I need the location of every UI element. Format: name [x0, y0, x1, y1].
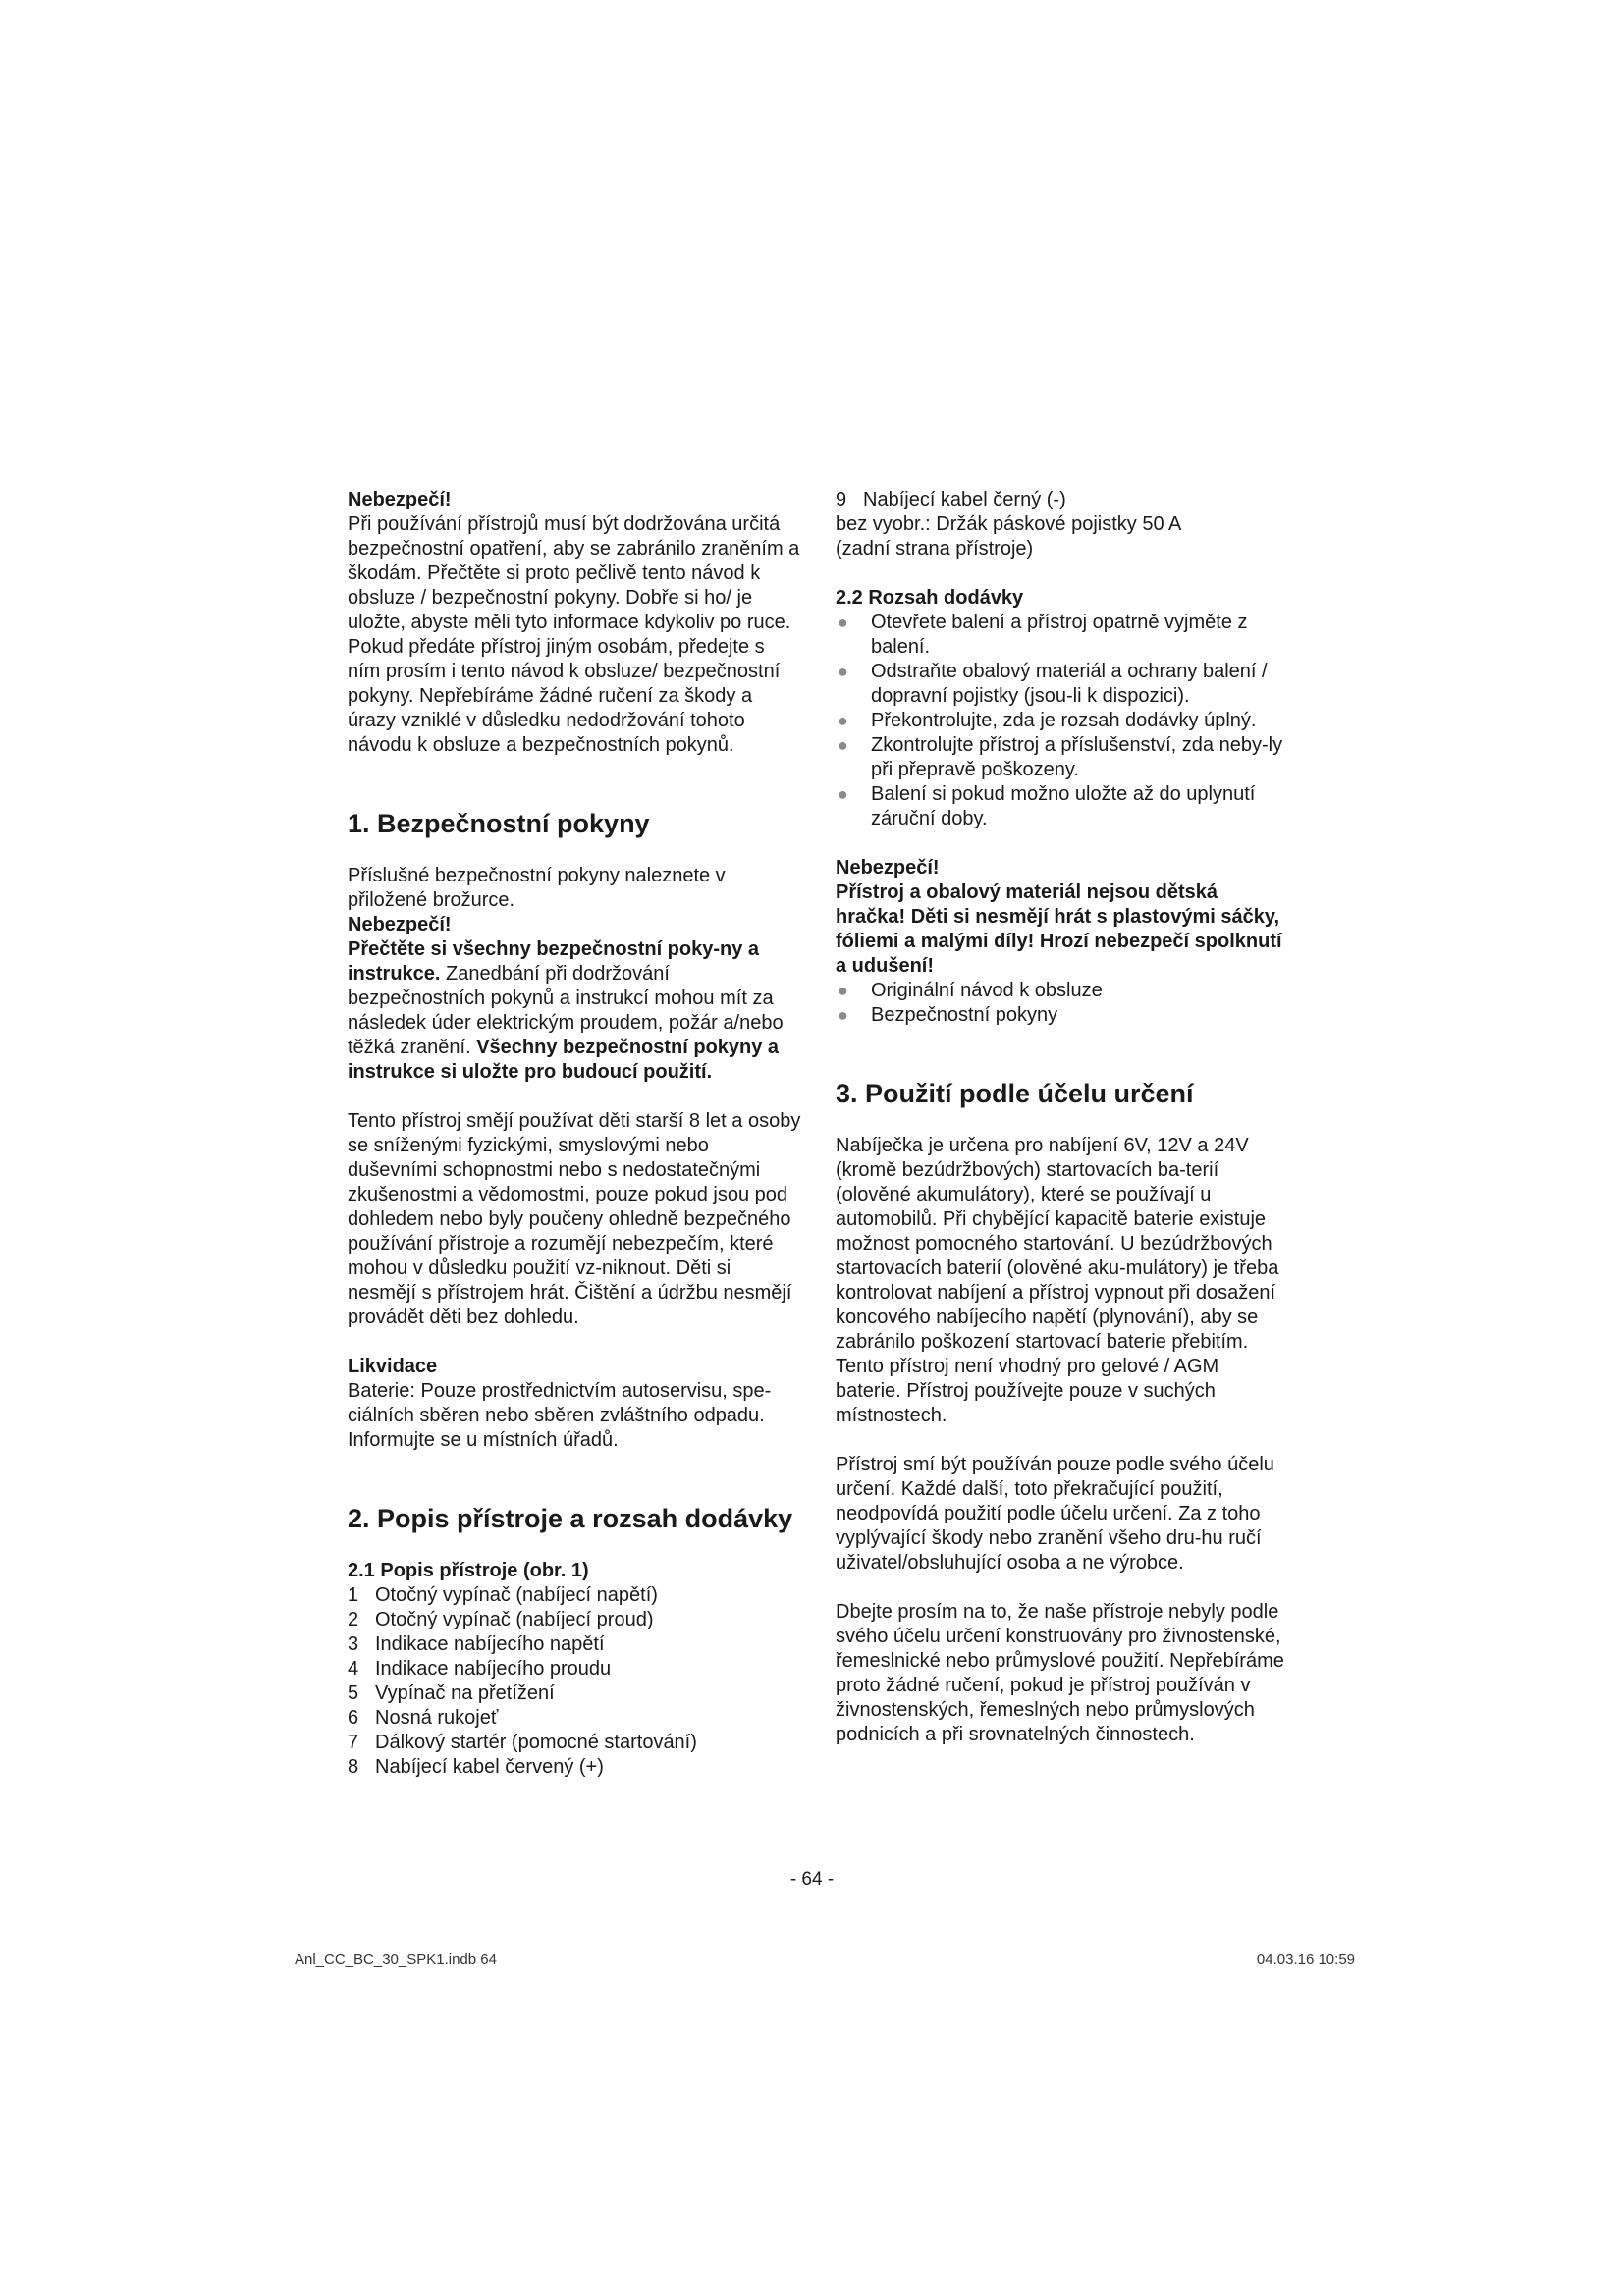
- footer-file-name: Anl_CC_BC_30_SPK1.indb 64: [295, 1951, 497, 1968]
- bullet-icon: ●: [838, 735, 848, 755]
- disposal-title: Likvidace: [348, 1356, 438, 1377]
- list-item: [348, 1583, 801, 1608]
- item-number: 4: [348, 1658, 359, 1680]
- section-1-intro: Příslušné bezpečnostní pokyny naleznete v přiložené brožurce.: [348, 865, 726, 911]
- intended-use-paragraph: Přístroj smí být používán pouze podle svého účelu určení. Každé další, toto překračující použití, neodpovídá použití podle účelu určení. Za z toho vyplývající škody nebo zranění všeho dru-hu ručí uživatel/obsluhující osoba a ne výrobce.: [836, 1454, 1274, 1574]
- bullet-icon: ●: [838, 711, 848, 730]
- list-item: [836, 660, 1289, 709]
- list-item: [836, 488, 1289, 512]
- item-number: 2: [348, 1609, 359, 1630]
- item-number: 5: [348, 1682, 359, 1704]
- list-item: [836, 1003, 1289, 1028]
- item-text: Balení si pokud možno uložte až do uplynutí záruční doby.: [871, 783, 1256, 829]
- section-2-2-title: 2.2 Rozsah dodávky: [836, 587, 1024, 609]
- parts-list: [348, 1583, 801, 1780]
- danger-title: Nebezpečí!: [348, 489, 452, 510]
- item-text: Zkontrolujte přístroj a příslušenství, zda neby-ly při přepravě poškozeny.: [871, 734, 1283, 780]
- item-text: Dálkový startér (pomocné startování): [375, 1732, 697, 1753]
- item-text: Odstraňte obalový materiál a ochrany balení / dopravní pojistky (jsou-li k dispozici).: [871, 661, 1268, 707]
- list-item: [348, 1731, 801, 1755]
- item-text: Nosná rukojeť: [375, 1707, 499, 1729]
- item-number: 1: [348, 1584, 359, 1606]
- danger-normal-text: Zanedbání při dodržování bezpečnostních pokynů a instrukcí mohou mít za následek úder elektrickým proudem, požár a/nebo těžká zranění.: [348, 963, 784, 1058]
- included-items-list: [836, 979, 1289, 1028]
- list-item: [836, 782, 1289, 831]
- item-text: Bezpečnostní pokyny: [871, 1004, 1058, 1026]
- item-text: Indikace nabíjecího proudu: [375, 1658, 612, 1680]
- item-text: Indikace nabíjecího napětí: [375, 1633, 605, 1655]
- parts-list-continued: [836, 488, 1289, 512]
- danger-bold-text: Přečtěte si všechny bezpečnostní poky-ny a instrukce.: [348, 938, 760, 985]
- list-item: [348, 1608, 801, 1632]
- section-2-1-title: 2.1 Popis přístroje (obr. 1): [348, 1560, 589, 1581]
- item-text: Nabíjecí kabel černý (-): [863, 489, 1066, 510]
- bullet-icon: ●: [838, 1005, 848, 1025]
- item-number: 7: [348, 1732, 359, 1753]
- list-item: [348, 1706, 801, 1731]
- item-number: 3: [348, 1633, 359, 1655]
- list-item: [836, 733, 1289, 782]
- delivery-steps-list: [836, 611, 1289, 831]
- right-column: [836, 488, 1289, 1747]
- item-number: 6: [348, 1707, 359, 1729]
- list-item: [348, 1657, 801, 1682]
- item-number: 8: [348, 1756, 359, 1778]
- danger-bold-text: Všechny bezpečnostní pokyny a instrukce si uložte pro budoucí použití.: [348, 1037, 780, 1083]
- list-item: [836, 709, 1289, 733]
- left-column: [348, 488, 801, 1780]
- list-item: [836, 979, 1289, 1003]
- danger-text: Při používání přístrojů musí být dodržována určitá bezpečnostní opatření, aby se zabránilo zraněním a škodám. Přečtěte si proto pečlivě tento návod k obsluze / bezpečnostní pokyny. Dobře si ho/ je uložte, abyste měli tyto informace kdykoliv po ruce. Pokud předáte přístroj jiným osobám, předejte s ním prosím i tento návod k obsluze/ bezpečnostní pokyny. Nepřebíráme žádné ručení za škody a úrazy vzniklé v důsledku nedodržování tohoto návodu k obsluze a bezpečnostních pokynů.: [348, 513, 800, 756]
- no-illustration-location: (zadní strana přístroje): [836, 538, 1034, 560]
- list-item: [836, 611, 1289, 660]
- intended-use-paragraph: Nabíječka je určena pro nabíjení 6V, 12V a 24V (kromě bezúdržbových) startovacích ba-terií (olověné akumulátory), které se používají u automobilů. Při chybějící kapacitě baterie existuje možnost pomocného startování. U bezúdržbových startovacích baterií (olověné aku-mulátory) je třeba kontrolovat nabíjení a přístroj vypnout při dosažení koncového nabíjecího napětí (plynování), aby se zabránilo poškození startovací baterie přebitím. Tento přístroj není vhodný pro gelové / AGM baterie. Přístroj používejte pouze v suchých místnostech.: [836, 1135, 1279, 1426]
- item-text: Otevřete balení a přístroj opatrně vyjměte z balení.: [871, 612, 1248, 658]
- list-item: [348, 1755, 801, 1780]
- item-text: Nabíjecí kabel červený (+): [375, 1756, 604, 1778]
- item-text: Originální návod k obsluze: [871, 980, 1103, 1001]
- danger-title: Nebezpečí!: [836, 857, 940, 879]
- list-item: [348, 1632, 801, 1657]
- bullet-icon: ●: [838, 981, 848, 1000]
- children-usage-text: Tento přístroj smějí používat děti starší 8 let a osoby se sníženými fyzickými, smyslovými nebo duševními schopnostmi nebo s nedostatečnými zkušenostmi a vědomostmi, pouze pokud jsou pod dohledem nebo byly poučeny ohledně bezpečného používání přístroje a rozumějí nebezpečím, které mohou v důsledku použití vz-niknout. Děti si nesmějí s přístrojem hrát. Čištění a údržbu nesmějí provádět děti bez dohledu.: [348, 1110, 801, 1328]
- item-text: Překontrolujte, zda je rozsah dodávky úplný.: [871, 710, 1257, 731]
- item-text: Otočný vypínač (nabíjecí napětí): [375, 1584, 658, 1606]
- footer-timestamp: 04.03.16 10:59: [1256, 1951, 1355, 1968]
- danger-title: Nebezpečí!: [348, 914, 452, 935]
- commercial-use-paragraph: Dbejte prosím na to, že naše přístroje nebyly podle svého účelu určení konstruovány pro živnostenské, řemeslnické nebo průmyslové použití. Nepřebíráme proto žádné ručení, pokud je přístroj používán v živnostenských, řemeslných nebo průmyslových podnicích a při srovnatelných činnostech.: [836, 1601, 1284, 1745]
- section-2-heading: 2. Popis přístroje a rozsah dodávky: [348, 1504, 793, 1533]
- bullet-icon: ●: [838, 613, 848, 632]
- no-illustration-note: bez vyobr.: Držák páskové pojistky 50 A: [836, 513, 1182, 535]
- item-text: Otočný vypínač (nabíjecí proud): [375, 1609, 654, 1630]
- danger-text: Přístroj a obalový materiál nejsou dětská hračka! Děti si nesmějí hrát s plastovými sáčky, fóliemi a malými díly! Hrozí nebezpečí spolknutí a udušení!: [836, 881, 1282, 977]
- page-number: - 64 -: [789, 1869, 835, 1890]
- item-text: Vypínač na přetížení: [375, 1682, 555, 1704]
- bullet-icon: ●: [838, 784, 848, 804]
- bullet-icon: ●: [838, 662, 848, 681]
- item-number: 9: [836, 489, 847, 510]
- section-1-heading: 1. Bezpečnostní pokyny: [348, 809, 650, 838]
- danger-instructions: [348, 937, 801, 1085]
- disposal-text: Baterie: Pouze prostřednictvím autoservisu, spe-ciálních sběren nebo sběren zvláštního odpadu. Informujte se u místních úřadů.: [348, 1380, 772, 1451]
- list-item: [348, 1682, 801, 1706]
- section-3-heading: 3. Použití podle účelu určení: [836, 1079, 1194, 1108]
